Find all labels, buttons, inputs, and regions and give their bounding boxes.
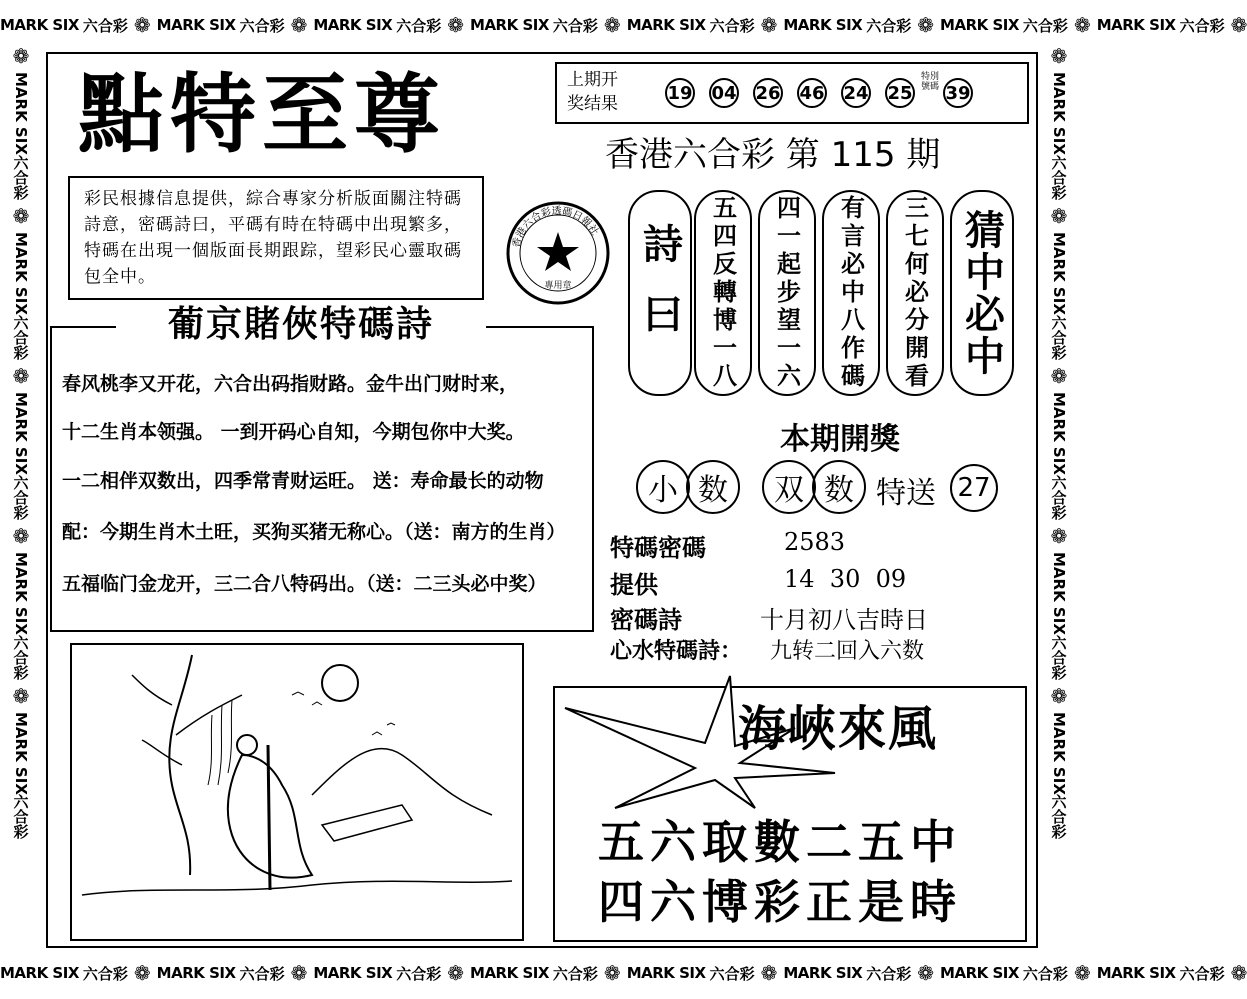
liuhecai-text: 六合彩 <box>1049 474 1068 520</box>
border-segment <box>7 520 35 680</box>
poem-code-value: 十月初八吉時日 <box>760 606 928 634</box>
mark-six-text: MARK SIX <box>156 964 236 982</box>
draw-title: 本期開獎 <box>780 422 900 457</box>
issue-title: 香港六合彩 第 115 期 <box>605 135 941 175</box>
border-segment <box>157 13 308 37</box>
mark-six-text: MARK SIX <box>783 16 863 34</box>
border-segment <box>0 961 151 985</box>
water-value: 九转二回入六数 <box>770 639 925 664</box>
liuhecai-text: 六合彩 <box>1049 154 1068 200</box>
strait-line: 四六博彩正是時 <box>598 875 962 929</box>
mark-six-text: MARK SIX <box>313 964 393 982</box>
mark-six-text: MARK SIX <box>470 16 549 34</box>
mark-six-text: MARK SIX <box>626 16 706 34</box>
liuhecai-text: 六合彩 <box>82 964 128 983</box>
draw-char-circle: 小 <box>636 460 690 514</box>
liuhecai-text: 六合彩 <box>11 794 30 840</box>
svg-text:專用章: 專用章 <box>544 281 572 291</box>
flower-icon: ❁ <box>447 13 465 37</box>
draw-char-circle: 双 <box>762 460 816 514</box>
flower-icon: ❁ <box>603 961 621 985</box>
flower-icon: ❁ <box>1050 363 1068 388</box>
result-ball: 25 <box>885 78 915 108</box>
mark-six-text: MARK SIX <box>940 964 1019 982</box>
flower-icon: ❁ <box>12 683 30 708</box>
previous-results-box <box>555 62 1029 124</box>
svg-text:香港六合彩透碼日報社: 香港六合彩透碼日報社 <box>511 205 601 249</box>
mark-six-text: MARK SIX <box>783 964 863 982</box>
intro-text: 彩民根據信息提供，綜合專家分析版面關注特碼詩意，密碼詩曰，平碼有時在特碼中出現繁多，特碼在出現一個版面長期跟踪，望彩民心靈取碼包全中。 <box>68 176 484 300</box>
border-segment <box>940 13 1091 37</box>
flower-icon: ❁ <box>1073 13 1091 37</box>
border-segment <box>313 13 464 37</box>
liuhecai-text: 六合彩 <box>11 314 30 360</box>
liuhecai-text: 六合彩 <box>1022 16 1068 35</box>
mark-six-text: MARK SIX <box>1050 711 1068 795</box>
poem-line: 配：今期生肖木土旺，买狗买猪无称心。（送：南方的生肖） <box>62 521 566 543</box>
poem-box-title: 葡京賭俠特碼詩 <box>116 300 486 348</box>
mark-six-text: MARK SIX <box>1050 551 1068 635</box>
ground-line <box>82 881 512 895</box>
flower-icon: ❁ <box>760 961 778 985</box>
poem-line: 五福临门金龙开，三二合八特码出。（送：二三头必中奖） <box>62 573 547 595</box>
flower-icon: ❁ <box>1073 961 1091 985</box>
flower-icon: ❁ <box>133 13 151 37</box>
border-segment <box>783 961 934 985</box>
result-ball: 19 <box>665 78 695 108</box>
flower-icon: ❁ <box>917 961 935 985</box>
mark-six-text: MARK SIX <box>626 964 706 982</box>
special-send-label: 特送 <box>876 476 936 511</box>
liuhecai-text: 六合彩 <box>11 154 30 200</box>
scholar-illustration <box>72 645 522 939</box>
border-segment <box>7 200 35 360</box>
liuhecai-text: 六合彩 <box>552 964 598 983</box>
mark-six-text: MARK SIX <box>1096 16 1176 34</box>
moon-icon <box>322 665 358 701</box>
flower-icon: ❁ <box>290 961 308 985</box>
results-label-line1: 上期开 <box>567 70 618 90</box>
mark-six-text: MARK SIX <box>1096 964 1176 982</box>
special-ball: 39 <box>943 78 973 108</box>
water-label: 心水特碼詩： <box>610 638 743 664</box>
liuhecai-text: 六合彩 <box>709 16 755 35</box>
poem-line: 十二生肖本领强。 一到开码心自知，今期包你中大奖。 <box>62 421 525 443</box>
liuhecai-text: 六合彩 <box>866 16 912 35</box>
result-ball: 24 <box>841 78 871 108</box>
liuhecai-text: 六合彩 <box>1179 16 1225 35</box>
draw-char-circle: 数 <box>812 460 866 514</box>
liuhecai-text: 六合彩 <box>709 964 755 983</box>
previous-results-label <box>567 68 637 116</box>
border-segment <box>313 961 464 985</box>
mark-six-text: MARK SIX <box>0 16 79 34</box>
mark-six-text: MARK SIX <box>12 551 30 635</box>
results-label-line2: 奖结果 <box>567 94 618 114</box>
result-ball: 46 <box>797 78 827 108</box>
page-title: 點特至尊 <box>78 64 446 165</box>
border-segment <box>7 680 35 840</box>
result-ball: 26 <box>753 78 783 108</box>
liuhecai-text: 六合彩 <box>82 16 128 35</box>
poem-code-label: 密碼詩 <box>610 605 682 634</box>
liuhecai-text: 六合彩 <box>396 964 442 983</box>
tree-branches <box>132 675 242 765</box>
star-icon <box>537 232 579 271</box>
liuhecai-text: 六合彩 <box>239 16 285 35</box>
border-segment <box>157 961 308 985</box>
liuhecai-text: 六合彩 <box>866 964 912 983</box>
top-border-strip <box>0 8 1247 42</box>
border-segment <box>627 961 778 985</box>
illustration-frame <box>70 643 524 941</box>
poem-column <box>758 190 816 396</box>
flower-icon: ❁ <box>12 203 30 228</box>
mark-six-text: MARK SIX <box>156 16 236 34</box>
flower-icon: ❁ <box>290 13 308 37</box>
liuhecai-text: 六合彩 <box>1049 794 1068 840</box>
strait-line: 五六取數二五中 <box>598 815 962 869</box>
flower-icon: ❁ <box>1050 683 1068 708</box>
left-border-strip <box>6 40 36 952</box>
border-segment <box>783 13 934 37</box>
flower-icon: ❁ <box>12 523 30 548</box>
border-segment <box>1045 200 1073 360</box>
border-segment <box>470 13 621 37</box>
liuhecai-text: 六合彩 <box>11 634 30 680</box>
strait-title: 海峽來風 <box>738 701 939 757</box>
flower-icon: ❁ <box>1050 203 1068 228</box>
border-segment <box>940 961 1091 985</box>
liuhecai-text: 六合彩 <box>239 964 285 983</box>
border-segment <box>0 13 151 37</box>
special-number-label: 特別號碼 <box>921 72 940 92</box>
border-segment <box>7 360 35 520</box>
flower-icon: ❁ <box>12 363 30 388</box>
poem-column <box>822 190 880 396</box>
willow-leaves <box>208 700 232 785</box>
liuhecai-text: 六合彩 <box>1179 964 1225 983</box>
poem-column-headline <box>950 190 1014 396</box>
border-segment <box>1097 13 1247 37</box>
poem-headline-text: 猜中必中 <box>958 209 1006 377</box>
border-segment <box>1045 40 1073 200</box>
flower-icon: ❁ <box>1230 961 1247 985</box>
mark-six-text: MARK SIX <box>12 391 30 475</box>
draw-char-circle: 数 <box>686 460 740 514</box>
poem-column <box>886 190 944 396</box>
seal-stamp <box>505 200 611 306</box>
special-send-number: 27 <box>950 464 998 512</box>
border-segment <box>1045 520 1073 680</box>
bridge <box>322 805 412 841</box>
mark-six-text: MARK SIX <box>940 16 1019 34</box>
scholar-head <box>237 735 257 755</box>
liuhecai-text: 六合彩 <box>552 16 598 35</box>
border-segment <box>7 40 35 200</box>
mark-six-text: MARK SIX <box>12 231 30 315</box>
poem-column-text: 有言必中八作碼 <box>836 195 866 391</box>
poem-line: 春风桃李又开花，六合出码指财路。金牛出门财时来， <box>62 373 519 395</box>
poem-column-text: 三七何必分開看 <box>900 195 930 391</box>
liuhecai-text: 六合彩 <box>396 16 442 35</box>
flower-icon: ❁ <box>760 13 778 37</box>
flower-icon: ❁ <box>1050 523 1068 548</box>
provide-label: 提供 <box>610 570 658 599</box>
poem-column-text: 五四反轉博一八 <box>708 195 738 391</box>
border-segment <box>1097 961 1247 985</box>
birds-icon <box>292 692 395 735</box>
mark-six-text: MARK SIX <box>12 711 30 795</box>
border-segment <box>470 961 621 985</box>
poem-column-shi <box>628 190 692 396</box>
bottom-border-strip <box>0 956 1247 990</box>
poem-line: 一二相伴双数出，四季常青财运旺。 送：寿命最长的动物 <box>62 470 544 492</box>
provide-value: 14 30 09 <box>784 565 907 593</box>
pipa-instrument <box>268 745 270 890</box>
flower-icon: ❁ <box>133 961 151 985</box>
code-label: 特碼密碼 <box>610 533 706 562</box>
flower-icon: ❁ <box>447 961 465 985</box>
result-ball: 04 <box>709 78 739 108</box>
mark-six-text: MARK SIX <box>313 16 393 34</box>
flower-icon: ❁ <box>1230 13 1247 37</box>
liuhecai-text: 六合彩 <box>11 474 30 520</box>
border-segment <box>627 13 778 37</box>
liuhecai-text: 六合彩 <box>1049 634 1068 680</box>
mark-six-text: MARK SIX <box>12 72 30 155</box>
flower-icon: ❁ <box>1050 44 1068 68</box>
mark-six-text: MARK SIX <box>0 964 79 982</box>
mark-six-text: MARK SIX <box>1050 231 1068 315</box>
liuhecai-text: 六合彩 <box>1022 964 1068 983</box>
liuhecai-text: 六合彩 <box>1049 314 1068 360</box>
right-border-strip <box>1044 40 1074 952</box>
border-segment <box>1045 360 1073 520</box>
poem-column <box>694 190 752 396</box>
poem-shi-text: 詩曰 <box>636 223 684 363</box>
flower-icon: ❁ <box>603 13 621 37</box>
code-value: 2583 <box>784 528 846 556</box>
border-segment <box>1045 680 1073 840</box>
mark-six-text: MARK SIX <box>1050 72 1068 155</box>
flower-icon: ❁ <box>12 44 30 68</box>
poem-column-text: 四一起步望一六 <box>772 195 802 391</box>
mark-six-text: MARK SIX <box>470 964 549 982</box>
mark-six-text: MARK SIX <box>1050 391 1068 475</box>
flower-icon: ❁ <box>917 13 935 37</box>
